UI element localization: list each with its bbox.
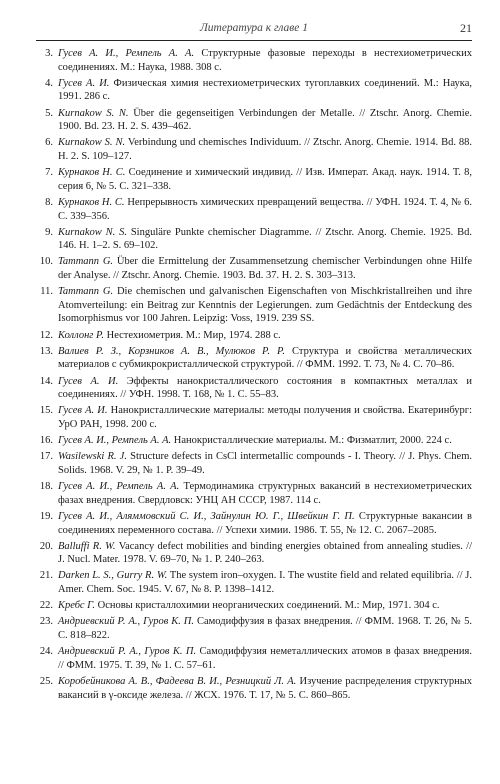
reference-item [36,166,472,193]
reference-item [36,675,472,702]
reference-text: Die chemischen und galvanischen Eigenschaften von Mischkristallreihen und ihre Atomverteilung: ein Beitrag zur Kenntnis der Legierungen. zum Gedächtnis der Entdeckung des Isomorphismus vor 100 Jahren. Leipzig: Voss, 1919. 239 SS. [58,286,473,325]
reference-item [36,345,472,372]
reference-authors: Кребс Г. [58,600,95,612]
reference-authors: Андриевский Р. А., Гуров К. П. [58,646,197,658]
reference-number: 15. [39,405,53,417]
reference-number: 8. [45,196,53,208]
reference-authors: Kurnakow N. S. [58,226,127,238]
reference-authors: Tammann G. [58,286,114,298]
reference-text: Непрерывность химических превращений вещества. // УФН. 1924. Т. 4, № 6. С. 339–356. [58,196,472,222]
reference-number: 11. [40,286,53,298]
reference-authors: Коробейникова А. В., Фадеева В. И., Резницкий Л. А. [58,676,297,687]
reference-authors: Курнаков Н. С. [58,196,125,208]
reference-text: Нестехиометрия. М.: Мир, 1974. 288 с. [106,329,281,341]
reference-number: 9. [45,226,53,238]
reference-text: Structure defects in CsCl intermetallic compounds - I. Theory. // J. Phys. Chem. Solids. 1968. V. 29, № 1. P. 39–49. [58,451,473,476]
reference-number: 24. [39,646,53,658]
reference-number: 6. [45,137,53,149]
reference-number: 13. [39,345,53,357]
reference-item [36,404,472,431]
reference-authors: Гусев А. И., Аляммовский С. И., Зайнулин Ю. Г., Швейкин Г. П. [58,510,355,522]
reference-text: Нанокристаллические материалы. М.: Физматлит, 2000. 224 с. [173,435,452,447]
reference-text: Термодинамика структурных вакансий в нестехиометрических фазах внедрения. Свердловск: УНЦ АН СССР, 1987. 114 с. [58,481,473,506]
running-title: Литература к главе 1 [199,22,308,34]
reference-item [36,450,472,477]
reference-authors: Kurnakow S. N. [58,137,126,149]
reference-number: 4. [45,77,53,89]
reference-authors: Kurnakow S. N. [58,107,129,119]
reference-item [36,480,472,507]
reference-item [36,77,472,104]
reference-text: Самодиффузия в фазах внедрения. // ФММ. 1968. Т. 26, № 5. С. 818–822. [58,616,473,642]
reference-number: 23. [39,616,53,628]
reference-text: Über die Ermittelung der Zusammensetzung chemischer Verbindungen ohne Hilfe der Analyse. // Ztschr. Anorg. Chemie. 1903. Bd. 37. H. 2. S. 303–313. [58,256,472,282]
reference-text: Эффекты нанокристаллического состояния в компактных металлах и соединениях. // УФН. 1998. Т. 168, № 1. С. 55–83. [58,375,472,401]
reference-number: 21. [39,570,53,582]
reference-list [36,47,472,702]
reference-authors: Balluffi R. W. [58,540,116,552]
reference-item [36,645,472,672]
reference-authors: Гусев А. И., Ремпель А. А. [58,435,172,447]
reference-item [36,285,472,326]
reference-number: 3. [45,48,53,59]
reference-item [36,226,472,253]
reference-text: Основы кристаллохимии неорганических соединений. М.: Мир, 1971. 304 с. [97,600,440,612]
reference-number: 14. [39,375,53,387]
reference-authors: Коллонг Р. [58,329,105,341]
reference-text: Структура и свойства металлических материалов с субмикрокристаллической структурой. // ФММ. 1992. Т. 73, № 4. С. 70–86. [58,345,473,371]
reference-authors: Wasilewski R. J. [58,451,127,463]
reference-number: 5. [45,107,53,119]
reference-number: 19. [39,510,53,522]
reference-text: Физическая химия нестехиометрических тугоплавких соединений. М.: Наука, 1991. 286 с. [58,77,472,103]
reference-item [36,434,472,448]
reference-text: Самодиффузия неметаллических атомов в фазах внедрения. // ФММ. 1975. Т. 39, № 1. С. 57–61. [58,646,472,671]
reference-authors: Darken L. S., Gurry R. W. [58,570,168,582]
reference-text: Структурные фазовые переходы в нестехиометрических соединениях. М.: Наука, 1988. 308 с. [58,48,472,73]
reference-item [36,599,472,613]
reference-text: Структурные вакансии в соединениях переменного состава. // Успехи химии. 1986. Т. 55, № 12. С. 2067–2085. [58,510,472,536]
reference-number: 10. [39,256,53,268]
reference-authors: Гусев А. И. [58,405,108,417]
reference-number: 25. [39,676,53,687]
reference-number: 17. [39,451,53,463]
reference-number: 18. [39,481,53,493]
reference-item [36,569,472,596]
reference-item [36,196,472,223]
running-header [36,0,472,41]
reference-text: Über die gegenseitigen Verbindungen der Metalle. // Ztschr. Anorg. Chemie. 1900. Bd. 23. H. 2. S. 439–462. [58,107,472,133]
reference-authors: Tammann G. [58,256,114,268]
page-number: 21 [460,21,472,35]
reference-text: Нанокристаллические материалы: методы получения и свойства. Екатеринбург: УрО РАН, 1998. 200 с. [58,405,473,430]
reference-number: 12. [39,329,53,341]
reference-item [36,540,472,567]
reference-text: Изучение распределения структурных вакансий в γ-оксиде железа. // ЖСХ. 1976. Т. 17, № 5. С. 860–865. [58,676,472,701]
reference-authors: Гусев А. И., Ремпель А. А. [58,48,195,59]
reference-text: Vacancy defect mobilities and binding energies obtained from annealing studies. // J. Nucl. Mater. 1978. V. 69–70, № 1. P. 240–263. [58,540,473,566]
reference-item [36,47,472,74]
reference-authors: Гусев А. И. [58,375,119,387]
reference-item [36,255,472,282]
reference-item [36,107,472,134]
reference-authors: Гусев А. И. [58,77,110,89]
reference-text: Соединение и химический индивид. // Изв. Императ. Акад. наук. 1914. Т. 8, серия 6, № 5. С. 321–338. [58,167,472,192]
reference-text: The system iron–oxygen. I. The wustite field and related equilibria. // J. Amer. Chem. Soc. 1945. V. 67, № 8. P. 1398–1412. [58,570,472,596]
reference-authors: Курнаков Н. С. [58,167,126,179]
reference-item [36,329,472,343]
reference-item [36,136,472,163]
reference-authors: Гусев А. И., Ремпель А. А. [58,481,180,493]
reference-item [36,375,472,402]
reference-number: 7. [45,167,53,179]
reference-item [36,615,472,642]
reference-text: Singuläre Punkte chemischer Diagramme. // Ztschr. Anorg. Chemie. 1925. Bd. 146. H. 1–2. S. 69–102. [58,226,472,252]
reference-item [36,510,472,537]
reference-authors: Андриевский Р. А., Гуров К. П. [58,616,195,628]
reference-number: 20. [39,540,53,552]
reference-authors: Валиев Р. З., Корзников А. В., Мулюков Р. Р. [58,345,286,357]
reference-text: Verbindung und chemisches Individuum. // Ztschr. Anorg. Chemie. 1914. Bd. 88. H. 2. S. 109–127. [58,137,473,162]
reference-number: 22. [39,600,53,612]
reference-number: 16. [39,435,53,447]
